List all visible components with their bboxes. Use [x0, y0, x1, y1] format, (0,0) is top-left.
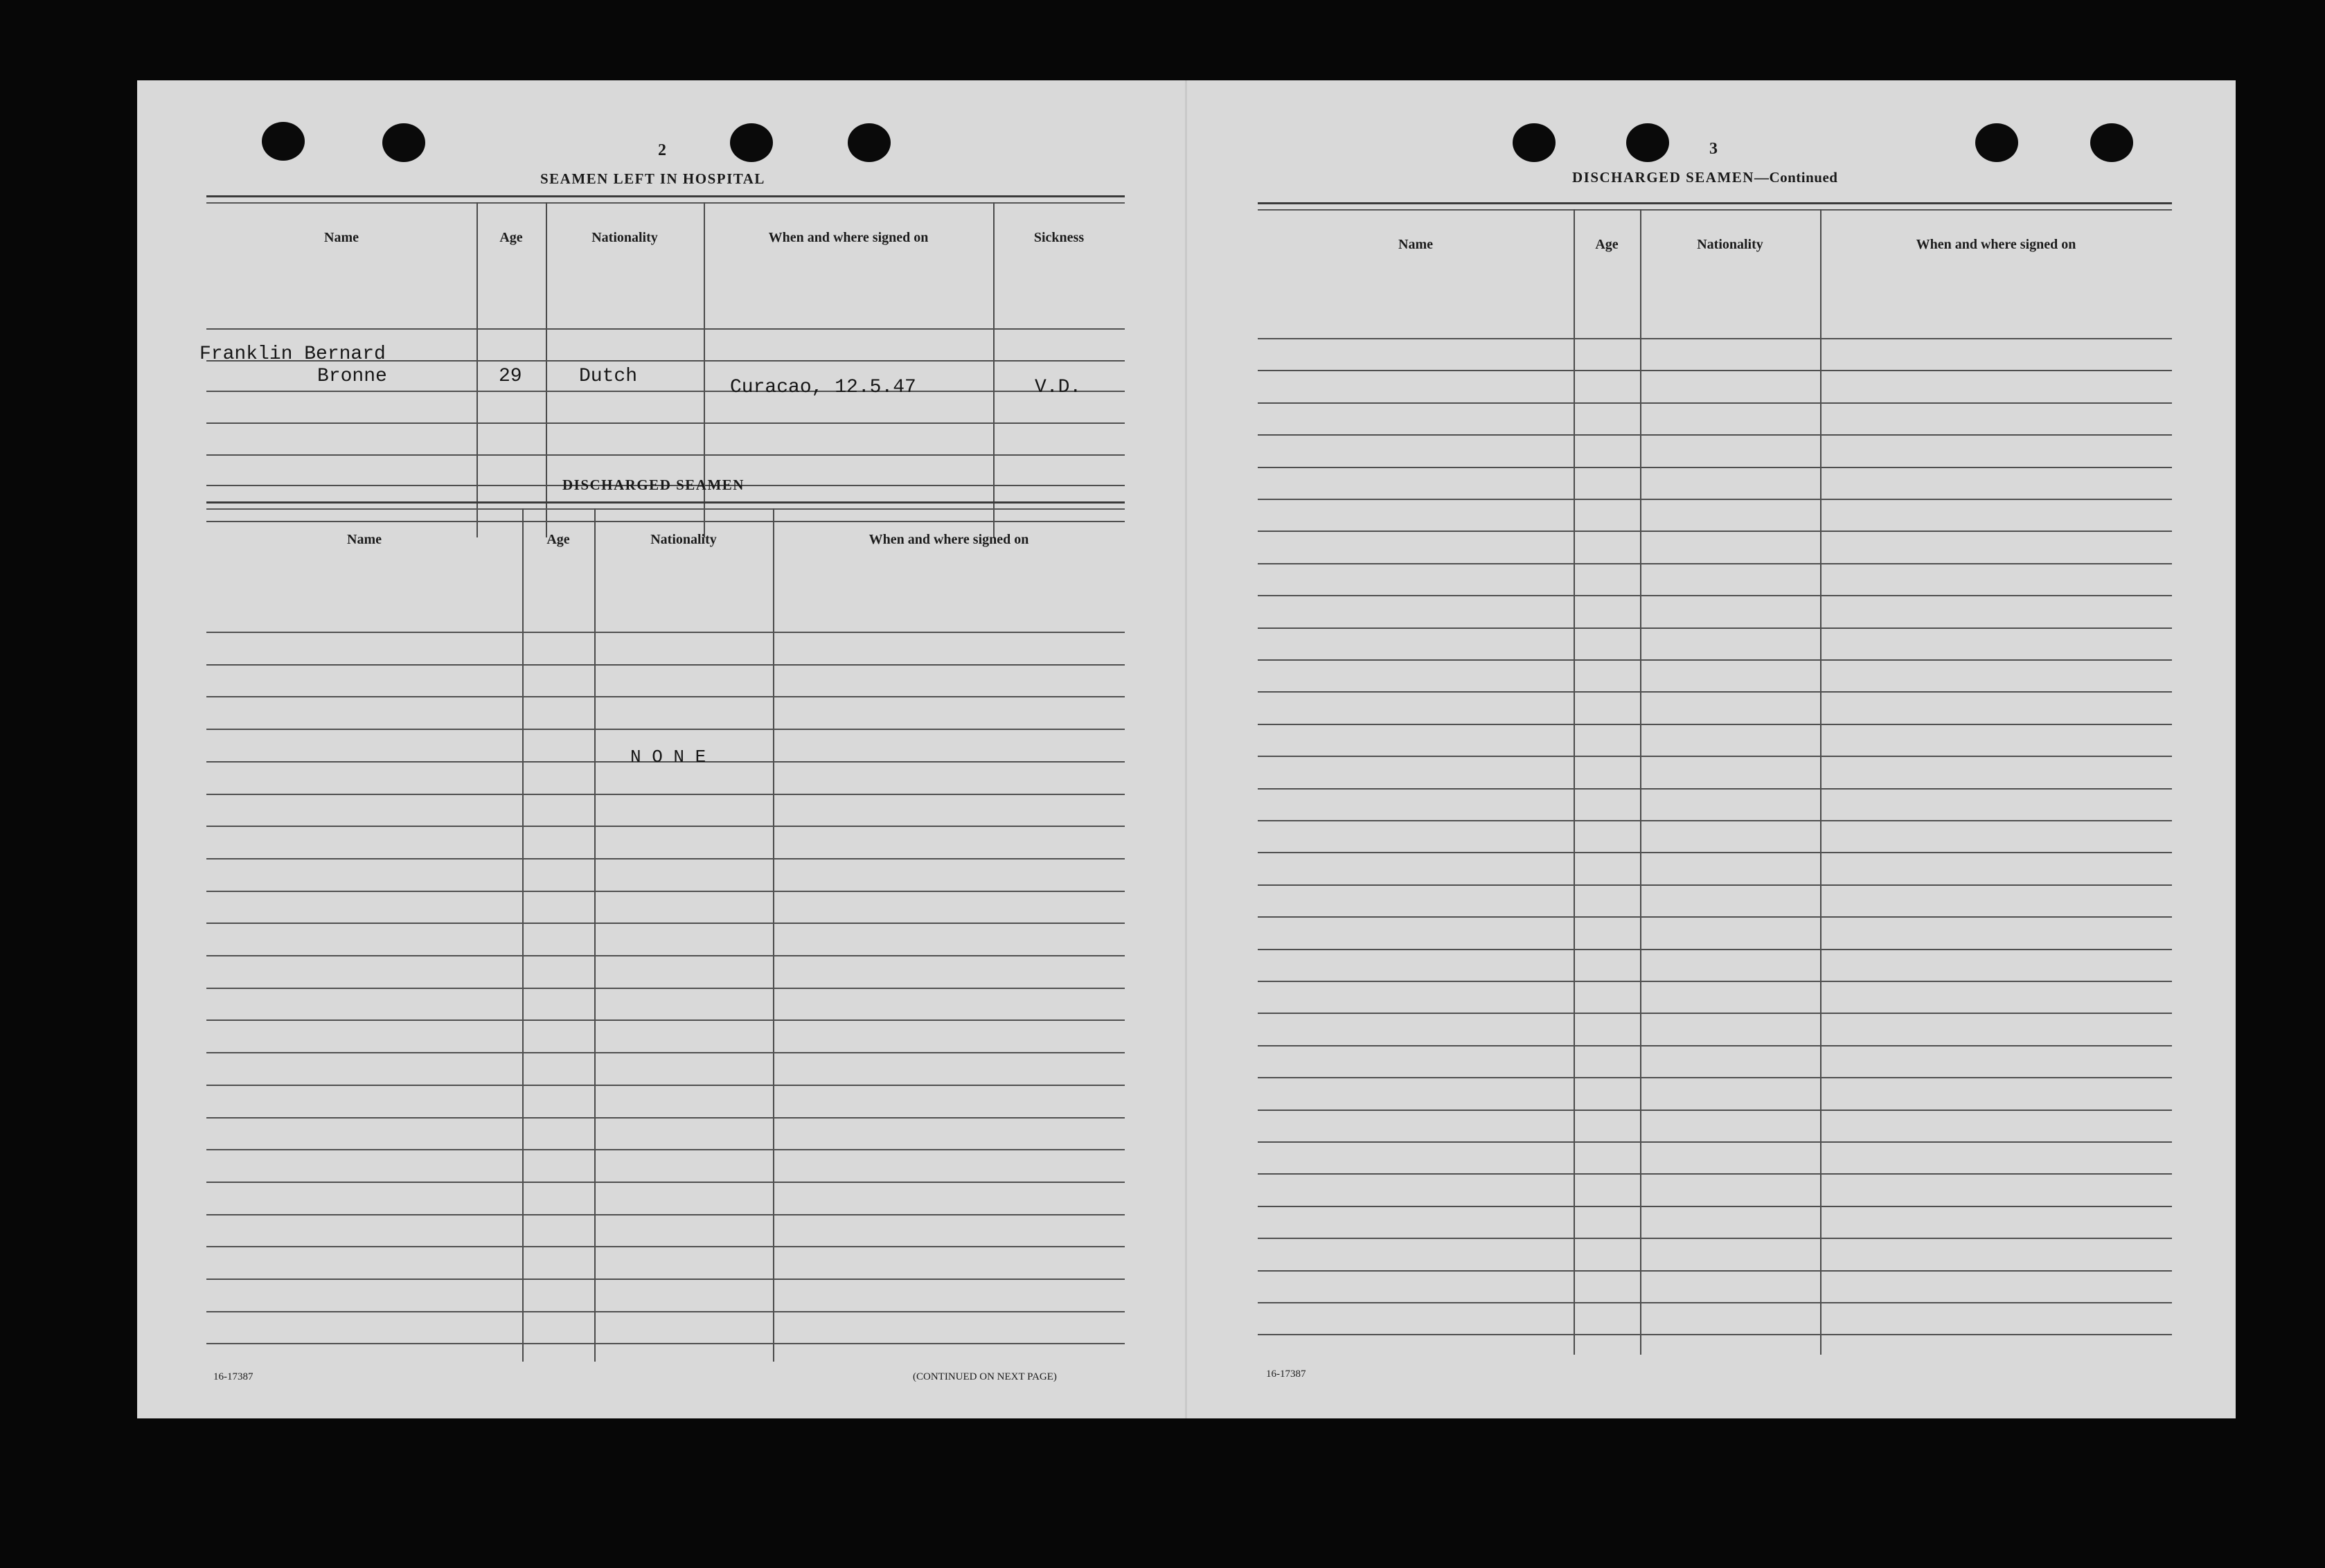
- form-code-right: 16-17387: [1266, 1369, 1306, 1380]
- row-line: [206, 1019, 1125, 1021]
- row-line: [1258, 724, 2172, 725]
- row-line: [206, 729, 1125, 730]
- row-line: [1258, 467, 2172, 468]
- row-line: [206, 1246, 1125, 1247]
- column-header-signed-on: When and where signed on: [1916, 237, 2076, 252]
- row-line: [1258, 1302, 2172, 1303]
- column-divider: [546, 202, 547, 537]
- row-line: [1258, 1238, 2172, 1239]
- row-line: [206, 1117, 1125, 1119]
- row-line: [206, 422, 1125, 424]
- column-header-nationality: Nationality: [650, 532, 717, 547]
- row-line: [206, 1311, 1125, 1312]
- row-line: [1258, 691, 2172, 693]
- row-line: [1258, 402, 2172, 404]
- row-line: [206, 328, 1125, 330]
- row-line: [1258, 788, 2172, 790]
- punch-hole: [1513, 123, 1556, 162]
- row-line: [1258, 1206, 2172, 1207]
- row-line: [206, 923, 1125, 924]
- discharged-table: [206, 508, 1125, 1450]
- row-line: [1258, 659, 2172, 661]
- continued-note: (CONTINUED ON NEXT PAGE): [913, 1371, 1057, 1382]
- row-line: [206, 391, 1125, 392]
- row-line: [1258, 756, 2172, 757]
- row-line: [206, 988, 1125, 989]
- row-line: [1258, 1045, 2172, 1046]
- punch-hole: [848, 123, 891, 162]
- discharged-rows: [206, 508, 1125, 1367]
- row-line: [206, 955, 1125, 956]
- punch-hole: [382, 123, 425, 162]
- row-line: [206, 664, 1125, 666]
- row-line: [206, 794, 1125, 795]
- row-line: [1258, 981, 2172, 982]
- row-line: [1258, 916, 2172, 918]
- row-line: [206, 1149, 1125, 1150]
- column-header-signed-on: When and where signed on: [768, 230, 929, 245]
- column-header-age: Age: [499, 230, 523, 245]
- row-line: [1258, 434, 2172, 436]
- column-divider: [476, 202, 478, 537]
- row-line: [1258, 595, 2172, 596]
- row-line: [206, 826, 1125, 827]
- title-suffix: —Continued: [1754, 169, 1838, 186]
- row-line: [206, 1052, 1125, 1053]
- hospital-section-title: SEAMEN LEFT IN HOSPITAL: [540, 170, 765, 187]
- section-rule: [206, 501, 1125, 504]
- top-rule: [1258, 202, 2172, 204]
- row-line: [1258, 499, 2172, 500]
- row-line: [1258, 370, 2172, 371]
- hospital-sickness: V.D.: [1035, 377, 1082, 398]
- punch-hole: [2090, 123, 2133, 162]
- column-header-name: Name: [324, 230, 359, 245]
- row-line: [1258, 820, 2172, 821]
- column-header-nationality: Nationality: [591, 230, 658, 245]
- row-line: [206, 858, 1125, 859]
- row-line: [206, 1182, 1125, 1183]
- row-line: [1258, 531, 2172, 532]
- row-line: [206, 1279, 1125, 1280]
- punch-hole: [1975, 123, 2018, 162]
- column-header-nationality: Nationality: [1697, 237, 1763, 252]
- row-line: [206, 454, 1125, 456]
- hospital-name-line1: Franklin Bernard: [199, 344, 386, 365]
- hospital-nationality: Dutch: [579, 366, 638, 387]
- hospital-name-line2: Bronne: [317, 366, 387, 387]
- row-line: [1258, 949, 2172, 950]
- top-rule: [206, 195, 1125, 197]
- column-header-sickness: Sickness: [1033, 230, 1085, 245]
- hospital-signed-on: Curacao, 12.5.47: [730, 377, 916, 398]
- discharged-continued-rows: [1258, 209, 2172, 1366]
- row-line: [1258, 563, 2172, 564]
- column-header-name: Name: [1398, 237, 1433, 252]
- discharged-continued-title: [1572, 169, 1837, 186]
- column-header-age: Age: [546, 532, 570, 547]
- page-number-left: 2: [658, 141, 666, 159]
- row-line: [206, 696, 1125, 697]
- document-sheet: [137, 80, 2236, 1418]
- row-line: [1258, 1013, 2172, 1014]
- row-line: [1258, 627, 2172, 629]
- row-line: [1258, 1141, 2172, 1143]
- punch-hole: [1626, 123, 1669, 162]
- hospital-age: 29: [499, 366, 522, 387]
- row-line: [1258, 1077, 2172, 1078]
- column-header-signed-on: When and where signed on: [868, 532, 1029, 547]
- row-line: [206, 1214, 1125, 1215]
- row-line: [1258, 852, 2172, 853]
- row-line: [1258, 1270, 2172, 1272]
- row-line: [1258, 338, 2172, 339]
- form-code-left: 16-17387: [213, 1371, 253, 1382]
- row-line: [206, 891, 1125, 892]
- punch-hole: [262, 122, 305, 161]
- none-stamp: N O N E: [630, 747, 706, 767]
- row-line: [1258, 1173, 2172, 1175]
- row-line: [206, 1343, 1125, 1344]
- row-line: [206, 632, 1125, 633]
- discharged-continued-table: [1258, 209, 2172, 1373]
- row-line: [1258, 1110, 2172, 1111]
- row-line: [1258, 1334, 2172, 1335]
- column-header-age: Age: [1595, 237, 1619, 252]
- discharged-section-title: DISCHARGED SEAMEN: [562, 476, 745, 493]
- row-line: [206, 1085, 1125, 1086]
- title-main: DISCHARGED SEAMEN: [1572, 169, 1754, 186]
- column-divider: [993, 202, 995, 537]
- punch-hole: [730, 123, 773, 162]
- column-header-name: Name: [347, 532, 382, 547]
- page-fold: [1185, 80, 1187, 1418]
- page-number-right: 3: [1709, 140, 1718, 158]
- row-line: [1258, 884, 2172, 886]
